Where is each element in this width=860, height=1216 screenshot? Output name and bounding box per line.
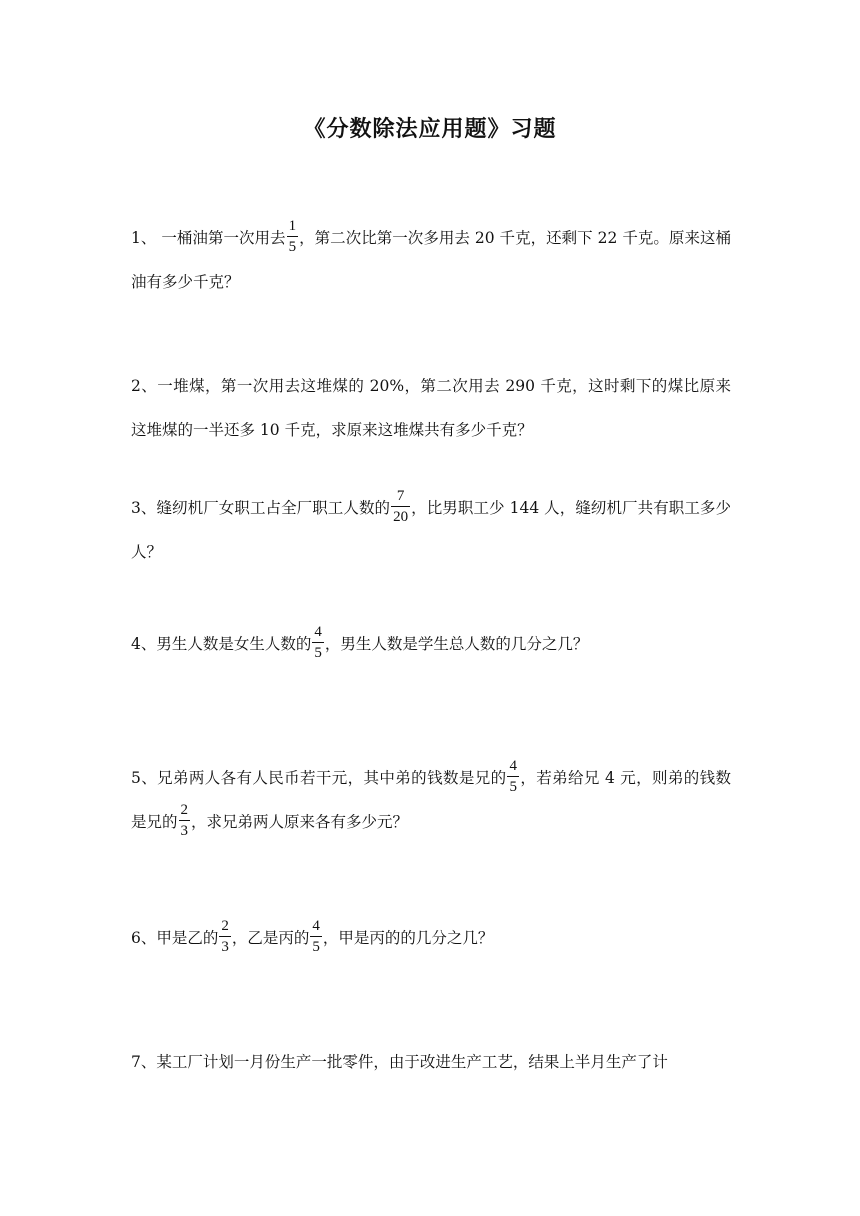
problem-text: 7、某工厂计划一月份生产一批零件，由于改进生产工艺，结果上半月生产了计 xyxy=(131,1053,668,1071)
fraction-numerator: 4 xyxy=(507,759,519,777)
problem-1 xyxy=(131,216,731,304)
problem-text: ，甲是丙的的几分之几？ xyxy=(322,929,494,947)
problem-text: ，求兄弟两人原来各有多少元？ xyxy=(191,813,409,831)
problem-text: 1、 一桶油第一次用去 xyxy=(131,229,286,247)
fraction-numerator: 7 xyxy=(391,489,410,507)
problem-2 xyxy=(131,364,731,452)
fraction-numerator: 4 xyxy=(312,625,324,643)
fraction-numerator: 2 xyxy=(179,803,191,821)
fraction xyxy=(219,919,231,955)
fraction-denominator: 5 xyxy=(312,939,320,955)
problem-text: ，男生人数是学生总人数的几分之几？ xyxy=(324,635,589,653)
problem-text: 4、男生人数是女生人数的 xyxy=(131,635,312,653)
fraction-denominator: 5 xyxy=(288,239,297,255)
fraction-denominator: 5 xyxy=(314,645,322,661)
problem-text: ，比男职工少 144 人，缝纫机厂共有职工多少人？ xyxy=(131,499,731,561)
fraction xyxy=(507,759,519,795)
problem-text: 5、兄弟两人各有人民币若干元，其中弟的钱数是兄的 xyxy=(131,769,507,787)
problem-text: ，若弟给兄 4 元，则弟的钱数是兄的 xyxy=(131,769,731,831)
fraction xyxy=(312,625,324,661)
problem-3 xyxy=(131,486,731,574)
problem-text: ，第二次比第一次多用去 20 千克，还剩下 22 千克。原来这桶油有多少千克？ xyxy=(131,229,732,291)
problem-7 xyxy=(131,1040,731,1084)
page-title: 《分数除法应用题》习题 xyxy=(303,116,557,142)
problem-text: 6、甲是乙的 xyxy=(131,929,219,947)
fraction xyxy=(179,803,191,839)
fraction-numerator: 4 xyxy=(310,919,322,937)
problem-4 xyxy=(131,622,731,666)
fraction-denominator: 5 xyxy=(509,779,517,795)
problem-6 xyxy=(131,916,731,960)
fraction-numerator: 2 xyxy=(219,919,231,937)
problem-5 xyxy=(131,756,731,844)
fraction-denominator: 20 xyxy=(393,509,409,525)
fraction xyxy=(391,489,410,525)
fraction xyxy=(287,219,299,255)
fraction-denominator: 3 xyxy=(221,939,229,955)
fraction-denominator: 3 xyxy=(180,823,189,839)
fraction xyxy=(310,919,322,955)
problem-text: ，乙是丙的 xyxy=(231,929,310,947)
fraction-numerator: 1 xyxy=(287,219,299,237)
problem-text: 3、缝纫机厂女职工占全厂职工人数的 xyxy=(131,499,391,517)
problem-text: 2、一堆煤，第一次用去这堆煤的 20%，第二次用去 290 千克，这时剩下的煤比原来这堆煤的一半还多 10 千克，求原来这堆煤共有多少千克？ xyxy=(131,377,731,439)
